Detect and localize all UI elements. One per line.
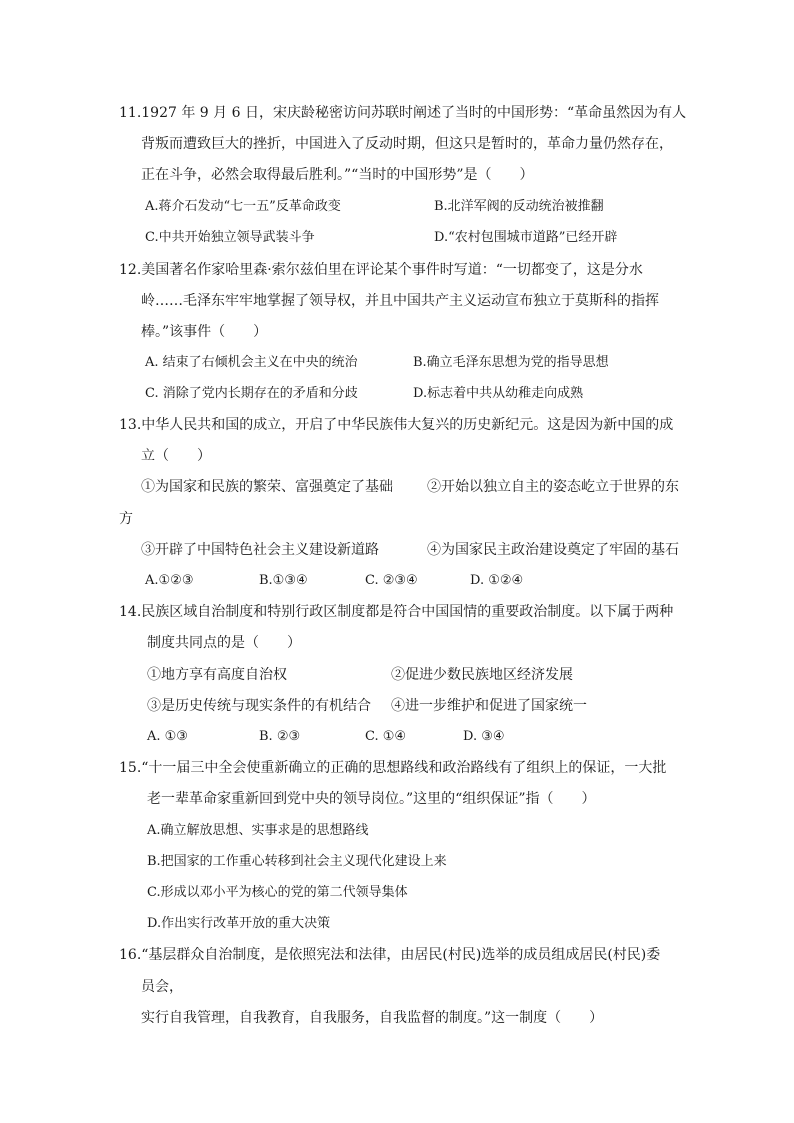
q11-stem-line-3: 正在斗争，必然会取得最后胜利。”“当时的中国形势”是（ ） [141,167,534,183]
q13-option-b[interactable]: B.①③④ [259,573,308,588]
q11-stem-line-1: 11.1927 年 9 月 6 日，宋庆龄秘密访问苏联时阐述了当时的中国形势：“革命虽然因为有人 [119,105,687,121]
q14-statement-2: ②促进少数民族地区经济发展 [391,667,573,683]
q16-stem-line-1: 16.“基层群众自治制度，是依照宪法和法律，由居民(村民)选举的成员组成居民(村民)委 [119,947,661,963]
q11-option-c[interactable]: C.中共开始独立领导武装斗争 [145,230,315,245]
q13-statement-4: ④为国家民主政治建设奠定了牢固的基石 [427,542,679,558]
q12-option-c[interactable]: C. 消除了党内长期存在的矛盾和分歧 [145,386,358,401]
q16-stem-line-3: 实行自我管理，自我教育，自我服务，自我监督的制度。”这一制度（ ） [141,1010,604,1026]
q15-stem-line-2: 老一辈革命家重新回到党中央的领导岗位。”这里的“组织保证”指（ ） [147,791,596,807]
q11-option-a[interactable]: A.蒋介石发动“七一五”反革命政变 [145,199,341,214]
q15-option-a[interactable]: A.确立解放思想、实事求是的思想路线 [147,823,369,838]
q15-option-b[interactable]: B.把国家的工作重心转移到社会主义现代化建设上来 [147,854,447,869]
q13-option-a[interactable]: A.①②③ [145,573,194,588]
q16-stem-line-2: 员会， [141,979,183,995]
q11-stem-line-2: 背叛而遭致巨大的挫折，中国进入了反动时期，但这只是暂时的，革命力量仍然存在， [141,136,673,152]
q14-stem-line-1: 14.民族区域自治制度和特别行政区制度都是符合中国国情的重要政治制度。以下属于两种 [119,604,674,620]
q13-option-c[interactable]: C. ②③④ [365,573,418,588]
q13-stem-line-1: 13.中华人民共和国的成立，开启了中华民族伟大复兴的历史新纪元。这是因为新中国的成 [119,417,674,433]
q12-stem-line-2: 岭……毛泽东牢牢地掌握了领导权，并且中国共产主义运动宣布独立于莫斯科的指挥 [141,293,659,309]
q13-statement-1: ①为国家和民族的繁荣、富强奠定了基础 [141,479,393,495]
q14-stem-line-2: 制度共同点的是（ ） [147,635,301,651]
q14-option-d[interactable]: D. ③④ [463,729,505,744]
q13-stem-line-2: 立（ ） [141,448,211,464]
q13-option-d[interactable]: D. ①②④ [470,573,524,588]
q11-option-d[interactable]: D.“农村包围城市道路”已经开辟 [434,230,618,245]
q14-statement-3: ③是历史传统与现实条件的有机结合 [147,698,371,714]
q14-statement-1: ①地方享有高度自治权 [147,667,287,683]
q14-option-a[interactable]: A. ①③ [147,729,188,744]
q14-option-b[interactable]: B. ②③ [259,729,301,744]
q12-stem-line-3: 棒。”该事件（ ） [141,324,268,340]
q13-statement-2: ②开始以独立自主的姿态屹立于世界的东 [427,479,679,495]
q15-option-d[interactable]: D.作出实行改革开放的重大决策 [147,916,331,931]
q13-statement-3: ③开辟了中国特色社会主义建设新道路 [141,542,379,558]
q13-statement-2-cont: 方 [119,511,133,527]
q11-option-b[interactable]: B.北洋军阀的反动统治被推翻 [434,199,604,214]
q12-option-d[interactable]: D.标志着中共从幼稚走向成熟 [413,386,584,401]
q14-statement-4: ④进一步维护和促进了国家统一 [391,698,587,714]
q15-option-c[interactable]: C.形成以邓小平为核心的党的第二代领导集体 [147,885,408,900]
q12-stem-line-1: 12.美国著名作家哈里森·索尔兹伯里在评论某个事件时写道：“一切都变了，这是分水 [119,262,643,278]
q14-option-c[interactable]: C. ①④ [365,729,407,744]
q12-option-b[interactable]: B.确立毛泽东思想为党的指导思想 [413,355,609,370]
q12-option-a[interactable]: A. 结束了右倾机会主义在中央的统治 [145,355,358,370]
q15-stem-line-1: 15.“十一届三中全会使重新确立的正确的思想路线和政治路线有了组织上的保证，一大批 [119,760,667,776]
